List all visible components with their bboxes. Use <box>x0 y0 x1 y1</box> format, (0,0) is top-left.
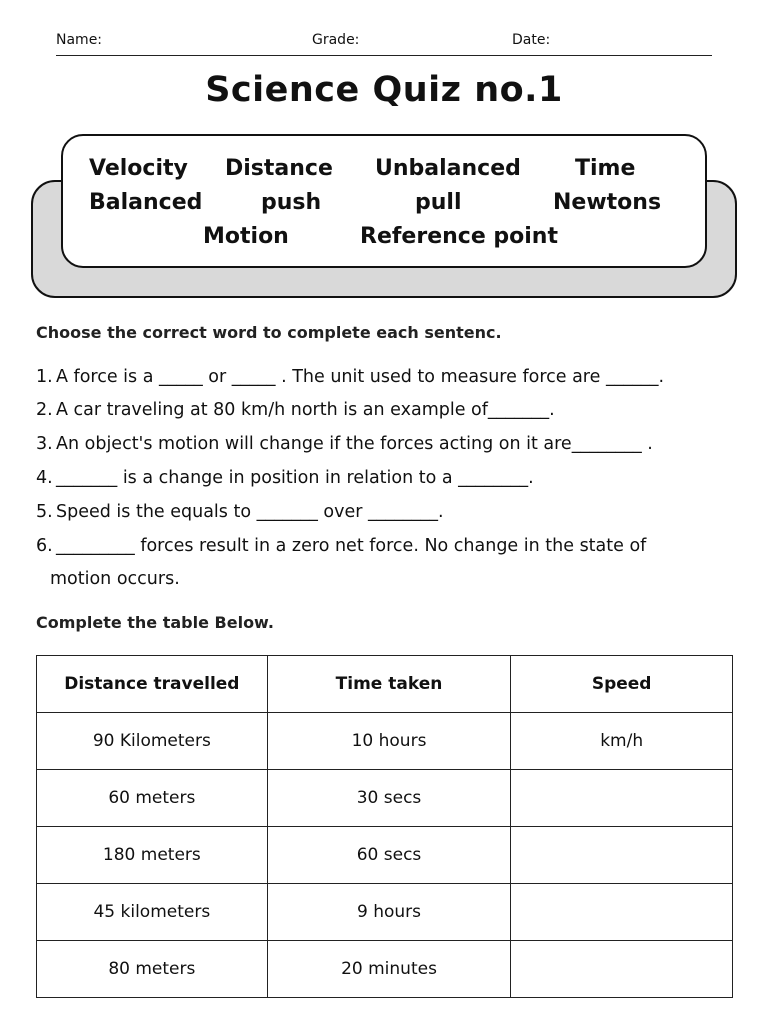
question-text: Speed is the equals to _______ over ________. <box>56 502 444 522</box>
question-text: An object's motion will change if the forces acting on it are________ . <box>56 434 653 454</box>
table-row <box>37 941 733 998</box>
speed-table <box>36 655 733 998</box>
distance-cell: 45 kilometers <box>37 884 268 941</box>
time-cell: 30 secs <box>267 770 511 827</box>
word-bank-item: Newtons <box>553 190 662 215</box>
distance-cell: 60 meters <box>37 770 268 827</box>
speed-cell: km/h <box>511 713 733 770</box>
table-header-row <box>37 656 733 713</box>
time-cell: 60 secs <box>267 827 511 884</box>
word-bank-item: Unbalanced <box>375 156 521 181</box>
word-bank-item: Time <box>575 156 636 181</box>
column-header-distance: Distance travelled <box>37 656 268 713</box>
question-number: 5. <box>36 502 53 522</box>
question-number: 2. <box>36 400 53 420</box>
word-bank <box>61 134 707 268</box>
word-bank-item: Balanced <box>89 190 203 215</box>
question-continuation: motion occurs. <box>50 569 180 589</box>
question-item <box>36 468 746 488</box>
word-bank-item: Distance <box>225 156 333 181</box>
question-item <box>36 502 746 522</box>
table-row <box>37 713 733 770</box>
name-label: Name: <box>56 32 103 48</box>
date-label: Date: <box>512 32 551 48</box>
grade-label: Grade: <box>312 32 360 48</box>
word-bank-item: Velocity <box>89 156 188 181</box>
word-bank-item: pull <box>415 190 462 215</box>
speed-cell <box>511 941 733 998</box>
table-row <box>37 884 733 941</box>
column-header-time: Time taken <box>267 656 511 713</box>
speed-cell <box>511 884 733 941</box>
time-cell: 10 hours <box>267 713 511 770</box>
question-item <box>36 367 746 387</box>
question-number: 1. <box>36 367 53 387</box>
question-number: 4. <box>36 468 53 488</box>
student-info-line <box>56 32 712 56</box>
time-cell: 9 hours <box>267 884 511 941</box>
distance-cell: 80 meters <box>37 941 268 998</box>
question-item <box>36 400 746 420</box>
table-instruction: Complete the table Below. <box>36 613 274 632</box>
column-header-speed: Speed <box>511 656 733 713</box>
question-number: 6. <box>36 536 53 556</box>
distance-cell: 180 meters <box>37 827 268 884</box>
question-text: A car traveling at 80 km/h north is an example of_______. <box>56 400 555 420</box>
table-row <box>37 827 733 884</box>
page-title: Science Quiz no.1 <box>205 70 563 110</box>
word-bank-item: push <box>261 190 322 215</box>
distance-cell: 90 Kilometers <box>37 713 268 770</box>
question-item <box>36 434 746 454</box>
fill-in-instruction: Choose the correct word to complete each sentenc. <box>36 323 502 342</box>
time-cell: 20 minutes <box>267 941 511 998</box>
question-text: A force is a _____ or _____ . The unit used to measure force are ______. <box>56 367 665 387</box>
table-row <box>37 770 733 827</box>
question-text: _________ forces result in a zero net force. No change in the state of <box>56 536 647 556</box>
speed-cell <box>511 770 733 827</box>
speed-cell <box>511 827 733 884</box>
question-number: 3. <box>36 434 53 454</box>
word-bank-item: Motion <box>203 224 289 249</box>
word-bank-item: Reference point <box>360 224 558 249</box>
question-item <box>36 536 746 556</box>
question-text: _______ is a change in position in relation to a ________. <box>56 468 534 488</box>
